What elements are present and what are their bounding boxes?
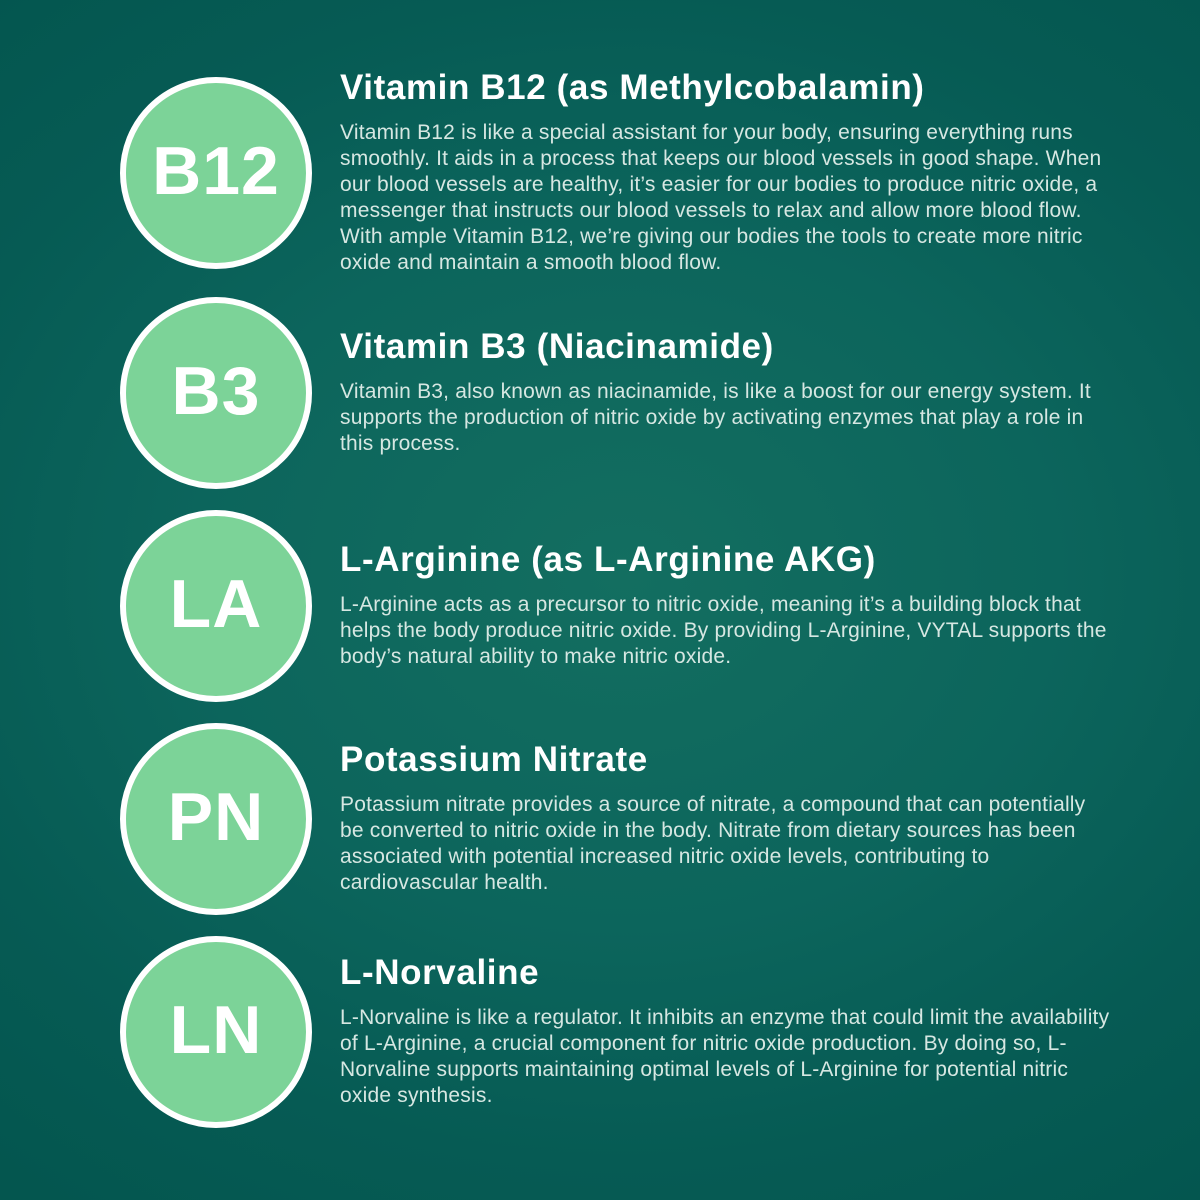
section-vitamin-b12 xyxy=(120,70,1110,276)
vitamin-b12-badge-circle xyxy=(120,77,312,269)
l-norvaline-description: L-Norvaline is like a regulator. It inhibits an enzyme that could limit the availability of L-Arginine, a crucial component for nitric oxide production. By doing so, L-Norvaline supports maintaining optimal levels of L-Arginine for potential nitric oxide synthesis. xyxy=(340,1005,1110,1107)
l-norvaline-text xyxy=(340,952,1110,1109)
vitamin-b3-badge-circle xyxy=(120,297,312,489)
l-arginine-abbreviation: LA xyxy=(169,565,263,642)
vitamin-b3-description: Vitamin B3, also known as niacinamide, is like a boost for our energy system. It supports the production of nitric oxide by activating enzymes that play a role in this process. xyxy=(340,379,1091,455)
l-arginine-title: L-Arginine (as L-Arginine AKG) xyxy=(340,539,876,579)
section-vitamin-b3 xyxy=(120,297,1110,489)
potassium-nitrate-title: Potassium Nitrate xyxy=(340,739,648,779)
vitamin-b12-text xyxy=(340,70,1110,276)
vitamin-b12-abbreviation: B12 xyxy=(152,132,280,209)
l-arginine-badge-circle xyxy=(120,510,312,702)
vitamin-b3-title: Vitamin B3 (Niacinamide) xyxy=(340,326,774,366)
ingredient-list xyxy=(120,70,1110,1149)
vitamin-b12-title: Vitamin B12 (as Methylcobalamin) xyxy=(340,68,925,107)
vitamin-b3-abbreviation: B3 xyxy=(171,352,261,429)
vitamin-b12-description: Vitamin B12 is like a special assistant for your body, ensuring everything runs smoothly. It aids in a process that keeps our blood vessels in good shape. When our blood vessels are healthy, it’s easier for our bodies to produce nitric oxide, a messenger that instructs our blood vessels to relax and allow more blood flow. With ample Vitamin B12, we’re giving our bodies the tools to create more nitric oxide and maintain a smooth blood flow. xyxy=(340,120,1102,274)
l-arginine-description: L-Arginine acts as a precursor to nitric oxide, meaning it’s a building block that helps the body produce nitric oxide. By providing L-Arginine, VYTAL supports the body’s natural ability to make nitric oxide. xyxy=(340,592,1107,668)
l-norvaline-badge-circle xyxy=(120,936,312,1128)
potassium-nitrate-description: Potassium nitrate provides a source of nitrate, a compound that can potentially be converted to nitric oxide in the body. Nitrate from dietary sources has been associated with potential increased nitric oxide levels, contributing to cardiovascular health. xyxy=(340,792,1086,894)
potassium-nitrate-text xyxy=(340,739,1110,896)
potassium-nitrate-abbreviation: PN xyxy=(167,778,265,855)
l-arginine-text xyxy=(340,539,1110,670)
section-l-arginine xyxy=(120,510,1110,702)
section-potassium-nitrate xyxy=(120,723,1110,915)
l-norvaline-title: L-Norvaline xyxy=(340,952,540,992)
vitamin-b3-text xyxy=(340,326,1110,457)
section-l-norvaline xyxy=(120,936,1110,1128)
potassium-nitrate-badge-circle xyxy=(120,723,312,915)
l-norvaline-abbreviation: LN xyxy=(169,991,263,1068)
